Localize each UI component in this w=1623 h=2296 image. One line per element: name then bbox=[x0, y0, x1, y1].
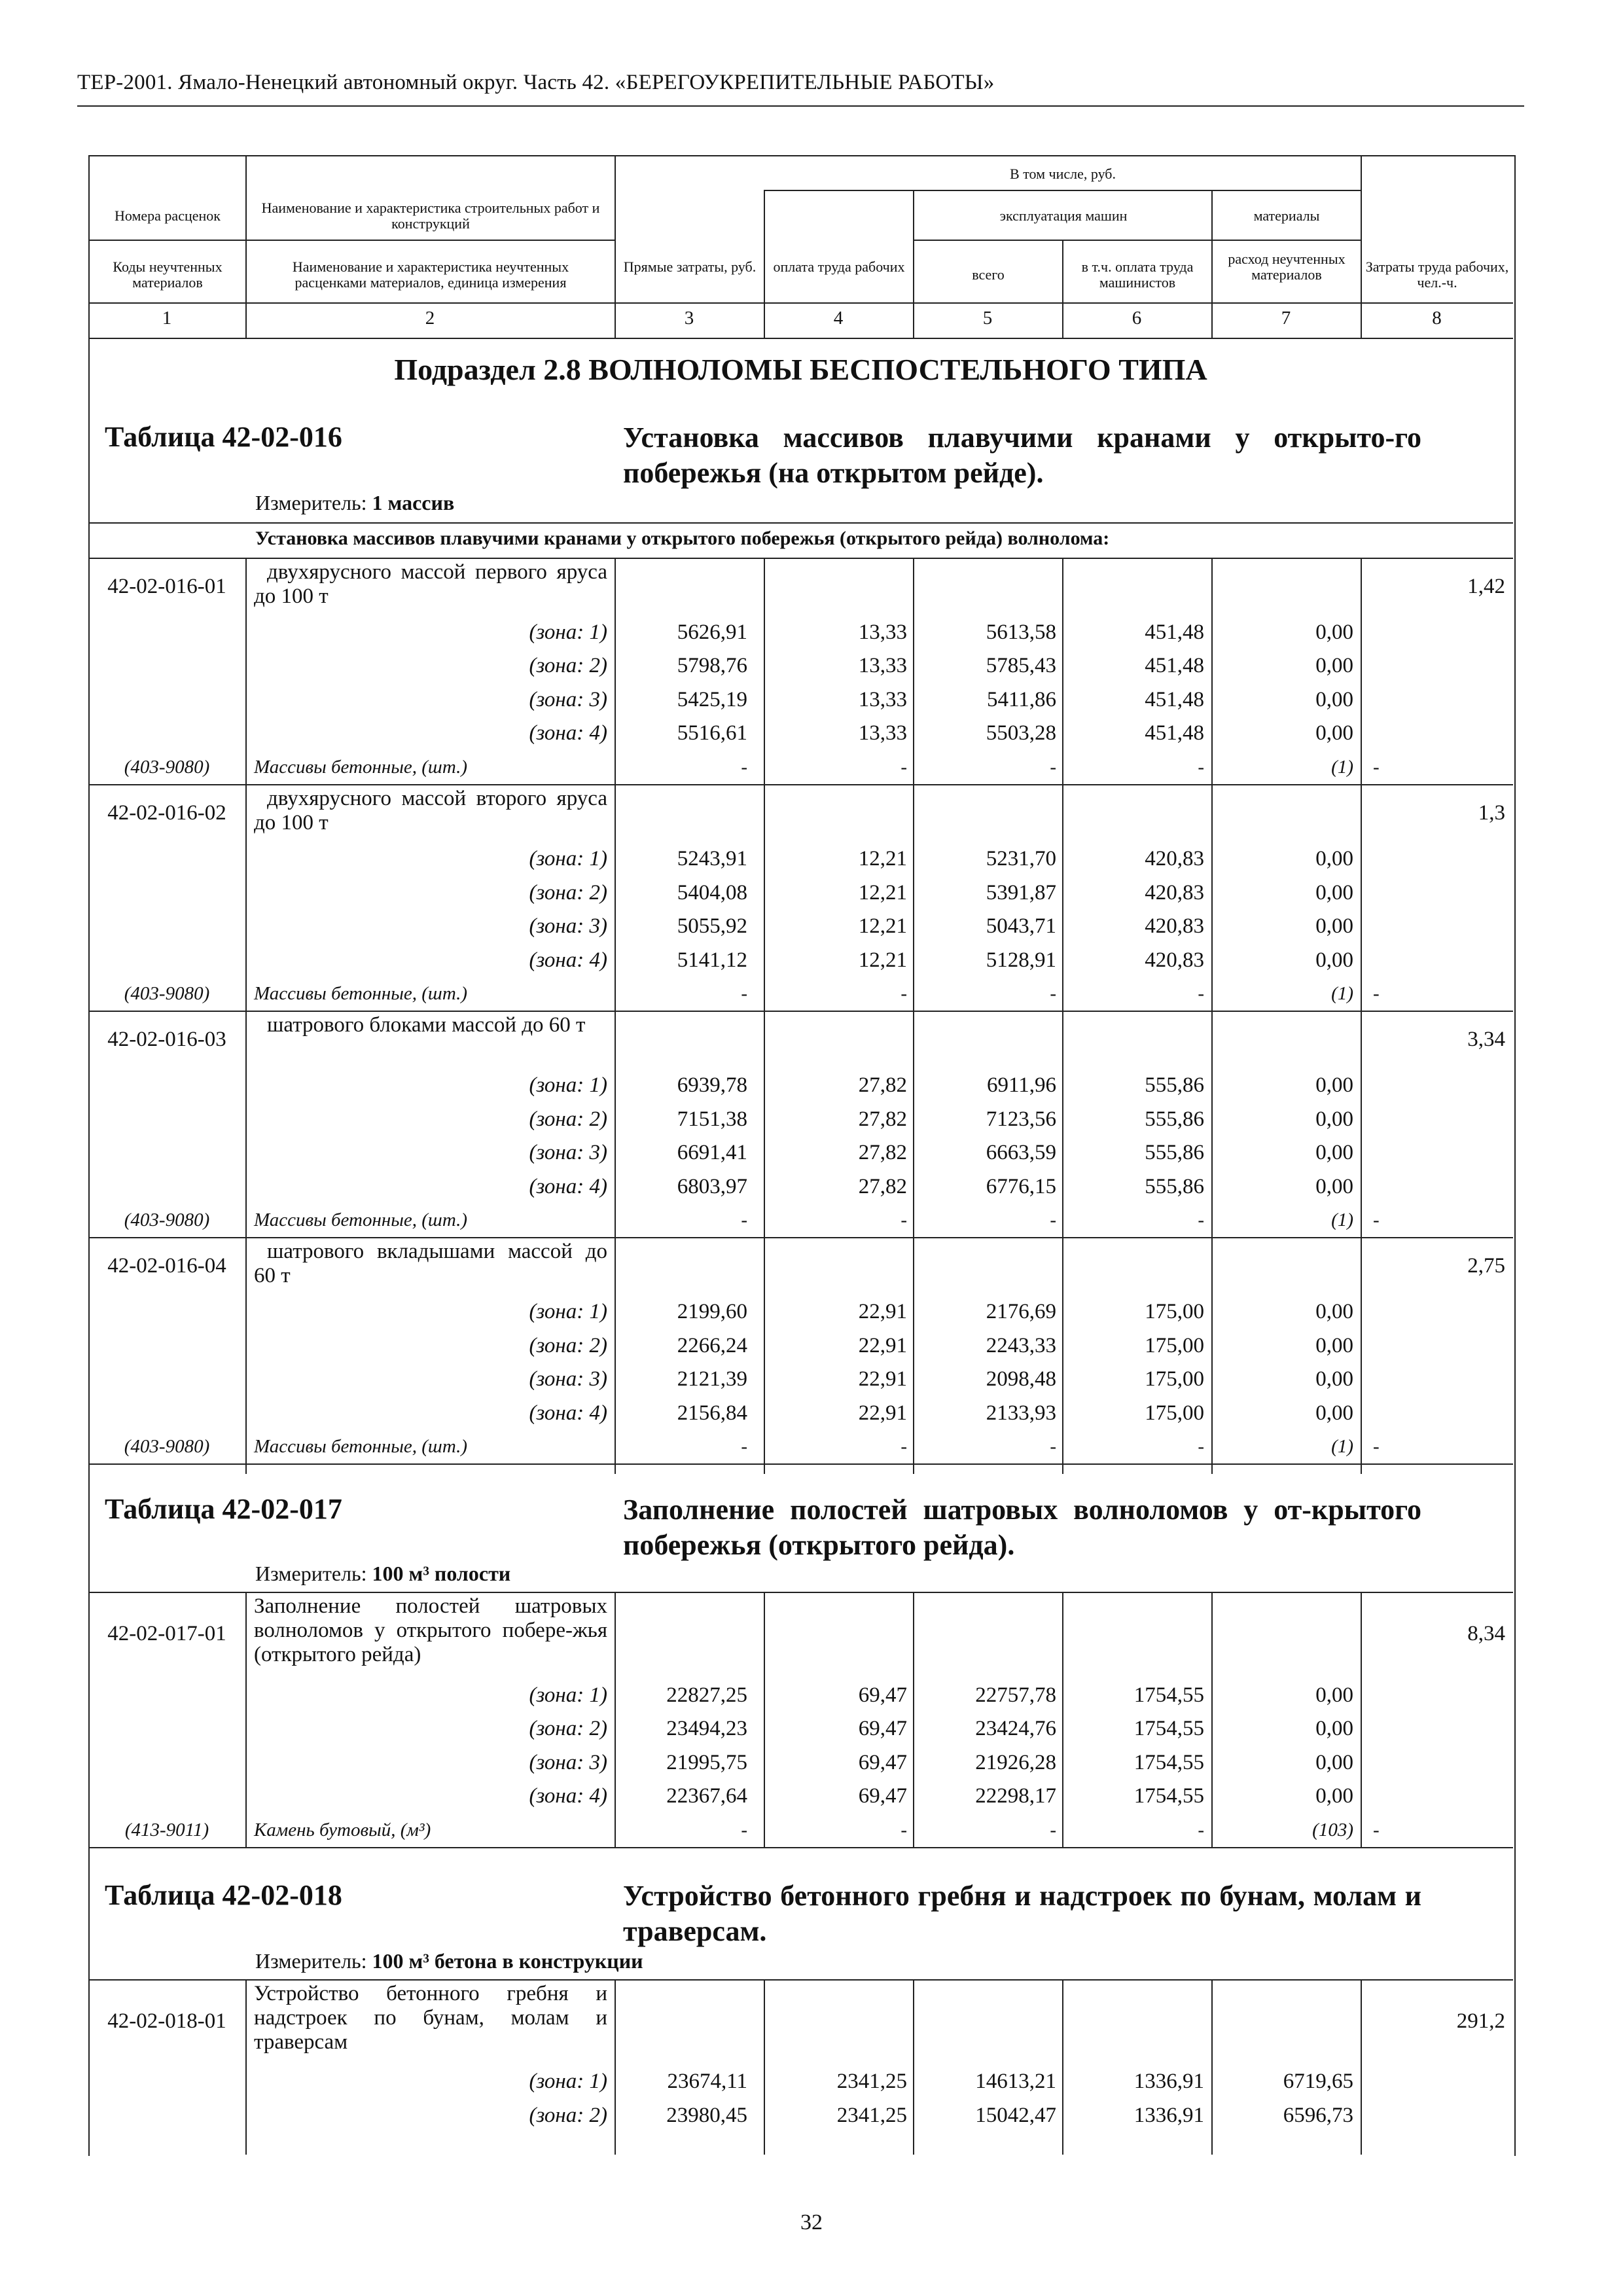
direct-cost: 5425,19 bbox=[677, 688, 747, 711]
empty-dash: - bbox=[901, 1820, 907, 1840]
col8-header: Затраты труда рабочих, чел.-ч. bbox=[1365, 259, 1509, 291]
col-divider-body bbox=[245, 1592, 247, 1847]
materials-cost: 0,00 bbox=[1315, 948, 1353, 972]
col-number: 3 bbox=[684, 308, 694, 329]
col-divider-body bbox=[1211, 1979, 1213, 2155]
labor-cost: 8,34 bbox=[1467, 1622, 1505, 1645]
direct-cost: 2156,84 bbox=[677, 1401, 747, 1425]
row-rule bbox=[88, 558, 1513, 559]
operators-wages: 175,00 bbox=[1145, 1367, 1204, 1391]
row-rule bbox=[88, 1847, 1513, 1848]
machines-total: 5391,87 bbox=[986, 881, 1056, 905]
col-number: 2 bbox=[425, 308, 435, 329]
materials-cost: 0,00 bbox=[1315, 620, 1353, 644]
rate-code: 42-02-016-04 bbox=[107, 1254, 226, 1278]
row-rule bbox=[88, 1011, 1513, 1012]
measure-label: Измеритель: bbox=[255, 1949, 367, 1973]
direct-cost: 6803,97 bbox=[677, 1175, 747, 1198]
operators-wages: 555,86 bbox=[1145, 1107, 1204, 1131]
material-code: (403-9080) bbox=[124, 1210, 210, 1230]
operators-wages: 1336,91 bbox=[1133, 2070, 1204, 2093]
wages: 2341,25 bbox=[836, 2070, 907, 2093]
col-divider-body bbox=[764, 1979, 765, 2155]
measure-label: Измеритель: bbox=[255, 491, 367, 514]
wages: 12,21 bbox=[858, 881, 907, 905]
wages: 27,82 bbox=[858, 1175, 907, 1198]
machines-total: 2243,33 bbox=[986, 1334, 1056, 1357]
empty-dash: - bbox=[901, 1210, 907, 1230]
zone-label: (зона: 3) bbox=[529, 688, 607, 711]
zone-label: (зона: 2) bbox=[529, 654, 607, 677]
zone-label: (зона: 2) bbox=[529, 1717, 607, 1740]
wages: 27,82 bbox=[858, 1073, 907, 1097]
table-title: Установка массивов плавучими кранами у открыто-го побережья (на открытом рейде). bbox=[623, 422, 1421, 489]
zone-label: (зона: 4) bbox=[529, 1175, 607, 1198]
operators-wages: 175,00 bbox=[1145, 1334, 1204, 1357]
machines-total: 5231,70 bbox=[986, 847, 1056, 870]
operators-wages: 451,48 bbox=[1145, 688, 1204, 711]
zone-label: (зона: 1) bbox=[529, 847, 607, 870]
direct-cost: 23980,45 bbox=[666, 2104, 747, 2127]
table-title: Устройство бетонного гребня и надстроек по бунам, молам и траверсам. bbox=[623, 1880, 1421, 1947]
zone-label: (зона: 4) bbox=[529, 721, 607, 745]
materials-cost: 0,00 bbox=[1315, 1717, 1353, 1740]
table-measure bbox=[255, 1562, 510, 1586]
direct-cost: 2199,60 bbox=[677, 1300, 747, 1323]
empty-dash: - bbox=[1198, 983, 1204, 1004]
material-code: (403-9080) bbox=[124, 757, 210, 778]
machines-total: 7123,56 bbox=[986, 1107, 1056, 1131]
material-quantity: (1) bbox=[1331, 983, 1353, 1004]
direct-cost: 23674,11 bbox=[667, 2070, 747, 2093]
row-rule bbox=[88, 1237, 1513, 1238]
wages: 13,33 bbox=[858, 688, 907, 711]
operators-wages: 420,83 bbox=[1145, 847, 1204, 870]
measure-label: Измеритель: bbox=[255, 1562, 367, 1585]
machines-total: 5043,71 bbox=[986, 914, 1056, 938]
operators-wages: 175,00 bbox=[1145, 1401, 1204, 1425]
operators-wages: 451,48 bbox=[1145, 654, 1204, 677]
zone-label: (зона: 1) bbox=[529, 1300, 607, 1323]
material-name: Массивы бетонные, (шт.) bbox=[254, 1436, 468, 1457]
empty-dash: - bbox=[1373, 1820, 1380, 1840]
operators-wages: 555,86 bbox=[1145, 1073, 1204, 1097]
zone-label: (зона: 3) bbox=[529, 1367, 607, 1391]
table-number: Таблица 42-02-018 bbox=[105, 1879, 342, 1911]
materials-cost: 0,00 bbox=[1315, 847, 1353, 870]
direct-cost: 5516,61 bbox=[677, 721, 747, 745]
header-rule-subgroup bbox=[914, 240, 1361, 241]
labor-cost: 2,75 bbox=[1467, 1254, 1505, 1278]
empty-dash: - bbox=[741, 757, 747, 778]
material-name: Массивы бетонные, (шт.) bbox=[254, 757, 468, 778]
machines-total: 5128,91 bbox=[986, 948, 1056, 972]
materials-cost: 0,00 bbox=[1315, 1300, 1353, 1323]
material-name: Массивы бетонные, (шт.) bbox=[254, 1210, 468, 1230]
zone-label: (зона: 3) bbox=[529, 914, 607, 938]
rate-code: 42-02-016-02 bbox=[107, 801, 226, 825]
wages: 12,21 bbox=[858, 948, 907, 972]
empty-dash: - bbox=[1050, 757, 1056, 778]
material-name: Камень бутовый, (м³) bbox=[254, 1820, 431, 1840]
wages: 22,91 bbox=[858, 1401, 907, 1425]
direct-cost: 5141,12 bbox=[677, 948, 747, 972]
materials-cost: 0,00 bbox=[1315, 1367, 1353, 1391]
col5-header: всего bbox=[972, 266, 1005, 283]
measure-value: 100 м³ полости bbox=[372, 1562, 511, 1585]
empty-dash: - bbox=[741, 1436, 747, 1457]
machines-total: 5785,43 bbox=[986, 654, 1056, 677]
operators-wages: 1754,55 bbox=[1133, 1683, 1204, 1707]
material-code: (413-9011) bbox=[124, 1820, 209, 1840]
direct-cost: 5404,08 bbox=[677, 881, 747, 905]
material-code: (403-9080) bbox=[124, 983, 210, 1004]
empty-dash: - bbox=[1198, 757, 1204, 778]
zone-label: (зона: 2) bbox=[529, 2104, 607, 2127]
wages: 69,47 bbox=[858, 1751, 907, 1774]
wages: 27,82 bbox=[858, 1107, 907, 1131]
material-quantity: (1) bbox=[1331, 1210, 1353, 1230]
direct-cost: 23494,23 bbox=[666, 1717, 747, 1740]
machines-total: 22757,78 bbox=[975, 1683, 1056, 1707]
direct-cost: 5798,76 bbox=[677, 654, 747, 677]
operators-wages: 420,83 bbox=[1145, 948, 1204, 972]
machines-total: 15042,47 bbox=[975, 2104, 1056, 2127]
wages: 13,33 bbox=[858, 721, 907, 745]
materials-cost: 0,00 bbox=[1315, 654, 1353, 677]
measure-value: 1 массив bbox=[372, 491, 455, 514]
col-divider-body bbox=[245, 1979, 247, 2155]
materials-cost: 0,00 bbox=[1315, 1751, 1353, 1774]
direct-cost: 2266,24 bbox=[677, 1334, 747, 1357]
zone-label: (зона: 2) bbox=[529, 1107, 607, 1131]
materials-cost: 0,00 bbox=[1315, 914, 1353, 938]
rate-description: двухярусного массой первого яруса до 100 т bbox=[254, 560, 607, 608]
wages: 13,33 bbox=[858, 620, 907, 644]
wages: 12,21 bbox=[858, 914, 907, 938]
machines-total: 14613,21 bbox=[975, 2070, 1056, 2093]
materials-cost: 0,00 bbox=[1315, 1141, 1353, 1164]
operators-wages: 175,00 bbox=[1145, 1300, 1204, 1323]
page-header: ТЕР-2001. Ямало-Ненецкий автономный округ. Часть 42. «БЕРЕГОУКРЕПИТЕЛЬНЫЕ РАБОТЫ» bbox=[77, 71, 995, 94]
labor-cost: 3,34 bbox=[1467, 1028, 1505, 1051]
direct-cost: 21995,75 bbox=[666, 1751, 747, 1774]
zone-label: (зона: 4) bbox=[529, 1784, 607, 1808]
zone-label: (зона: 1) bbox=[529, 620, 607, 644]
measure-value: 100 м³ бетона в конструкции bbox=[372, 1949, 643, 1973]
empty-dash: - bbox=[1050, 1436, 1056, 1457]
operators-wages: 1754,55 bbox=[1133, 1751, 1204, 1774]
operators-wages: 1754,55 bbox=[1133, 1717, 1204, 1740]
rate-description: шатрового вкладышами массой до 60 т bbox=[254, 1240, 607, 1287]
materials-cost: 0,00 bbox=[1315, 721, 1353, 745]
operators-wages: 420,83 bbox=[1145, 914, 1204, 938]
group-header-machines: эксплуатация машин bbox=[999, 207, 1128, 224]
material-name: Массивы бетонные, (шт.) bbox=[254, 983, 468, 1004]
materials-cost: 6719,65 bbox=[1283, 2070, 1353, 2093]
zone-label: (зона: 2) bbox=[529, 1334, 607, 1357]
row-rule bbox=[88, 1463, 1513, 1465]
zone-label: (зона: 1) bbox=[529, 1073, 607, 1097]
machines-total: 6776,15 bbox=[986, 1175, 1056, 1198]
material-quantity: (1) bbox=[1331, 757, 1353, 778]
machines-total: 5503,28 bbox=[986, 721, 1056, 745]
col-divider-body bbox=[1361, 1592, 1362, 1847]
wages: 22,91 bbox=[858, 1334, 907, 1357]
col-divider-body bbox=[615, 1979, 616, 2155]
table-measure bbox=[255, 1949, 643, 1973]
operators-wages: 555,86 bbox=[1145, 1175, 1204, 1198]
direct-cost: 5243,91 bbox=[677, 847, 747, 870]
col-divider-body bbox=[1361, 1979, 1362, 2155]
row-rule bbox=[88, 1592, 1513, 1593]
direct-cost: 22827,25 bbox=[666, 1683, 747, 1707]
machines-total: 2133,93 bbox=[986, 1401, 1056, 1425]
direct-cost: 22367,64 bbox=[666, 1784, 747, 1808]
machines-total: 2098,48 bbox=[986, 1367, 1056, 1391]
direct-cost: 5626,91 bbox=[677, 620, 747, 644]
direct-cost: 6939,78 bbox=[677, 1073, 747, 1097]
page-number: 32 bbox=[800, 2210, 823, 2234]
empty-dash: - bbox=[901, 983, 907, 1004]
empty-dash: - bbox=[1050, 1210, 1056, 1230]
machines-total: 22298,17 bbox=[975, 1784, 1056, 1808]
direct-cost: 7151,38 bbox=[677, 1107, 747, 1131]
col-divider-body bbox=[913, 1979, 914, 2155]
empty-dash: - bbox=[741, 1210, 747, 1230]
rate-description: Заполнение полостей шатровых волноломов у открытого побере-жья (открытого рейда) bbox=[254, 1594, 607, 1666]
empty-dash: - bbox=[741, 983, 747, 1004]
wages: 22,91 bbox=[858, 1300, 907, 1323]
zone-label: (зона: 1) bbox=[529, 1683, 607, 1707]
rate-code: 42-02-016-01 bbox=[107, 575, 226, 598]
operators-wages: 451,48 bbox=[1145, 721, 1204, 745]
table-number: Таблица 42-02-017 bbox=[105, 1493, 342, 1525]
row-rule bbox=[88, 522, 1513, 524]
labor-cost: 291,2 bbox=[1456, 2009, 1505, 2033]
material-quantity: (103) bbox=[1312, 1820, 1353, 1840]
wages: 27,82 bbox=[858, 1141, 907, 1164]
direct-cost: 6691,41 bbox=[677, 1141, 747, 1164]
col7-header: расход неучтенных материалов bbox=[1228, 251, 1346, 283]
rate-description: Устройство бетонного гребня и надстроек по бунам, молам и траверсам bbox=[254, 1982, 607, 2054]
materials-cost: 0,00 bbox=[1315, 1683, 1353, 1707]
labor-cost: 1,3 bbox=[1478, 801, 1505, 825]
direct-cost: 2121,39 bbox=[677, 1367, 747, 1391]
machines-total: 2176,69 bbox=[986, 1300, 1056, 1323]
wages: 69,47 bbox=[858, 1717, 907, 1740]
direct-cost: 5055,92 bbox=[677, 914, 747, 938]
zone-label: (зона: 3) bbox=[529, 1141, 607, 1164]
header-rule-numbers bbox=[88, 338, 1513, 339]
machines-total: 23424,76 bbox=[975, 1717, 1056, 1740]
zone-label: (зона: 1) bbox=[529, 2070, 607, 2093]
row-rule bbox=[88, 1979, 1513, 1981]
rate-code: 42-02-016-03 bbox=[107, 1028, 226, 1051]
wages: 12,21 bbox=[858, 847, 907, 870]
material-code: (403-9080) bbox=[124, 1436, 210, 1457]
header-rule-group bbox=[764, 190, 1361, 191]
col-number: 7 bbox=[1281, 308, 1291, 329]
rate-description: двухярусного массой второго яруса до 100 т bbox=[254, 787, 607, 834]
group-header-materials: материалы bbox=[1253, 207, 1320, 224]
wages: 22,91 bbox=[858, 1367, 907, 1391]
wages: 69,47 bbox=[858, 1784, 907, 1808]
material-quantity: (1) bbox=[1331, 1436, 1353, 1457]
table-number: Таблица 42-02-016 bbox=[105, 421, 342, 453]
col-number: 1 bbox=[162, 308, 172, 329]
empty-dash: - bbox=[1050, 1820, 1056, 1840]
col-divider-body bbox=[245, 558, 247, 1474]
col1-header-top: Номера расценок bbox=[115, 207, 221, 224]
machines-total: 5411,86 bbox=[986, 688, 1056, 711]
header-rule-left bbox=[88, 240, 615, 241]
materials-cost: 0,00 bbox=[1315, 1107, 1353, 1131]
materials-cost: 0,00 bbox=[1315, 1073, 1353, 1097]
empty-dash: - bbox=[741, 1820, 747, 1840]
zone-label: (зона: 2) bbox=[529, 881, 607, 905]
subsection-title: Подраздел 2.8 ВОЛНОЛОМЫ БЕСПОСТЕЛЬНОГО ТИПА bbox=[394, 353, 1207, 386]
wages: 69,47 bbox=[858, 1683, 907, 1707]
col1-header-bottom: Коды неучтенных материалов bbox=[113, 259, 223, 291]
materials-cost: 0,00 bbox=[1315, 1784, 1353, 1808]
operators-wages: 555,86 bbox=[1145, 1141, 1204, 1164]
operators-wages: 1336,91 bbox=[1133, 2104, 1204, 2127]
machines-total: 6911,96 bbox=[986, 1073, 1056, 1097]
col-divider-body bbox=[1062, 1979, 1063, 2155]
col-number: 8 bbox=[1432, 308, 1442, 329]
col-number: 6 bbox=[1132, 308, 1142, 329]
col3-header: Прямые затраты, руб. bbox=[623, 259, 757, 275]
zone-label: (зона: 3) bbox=[529, 1751, 607, 1774]
table-caption: Установка массивов плавучими кранами у открытого побережья (открытого рейда) волнолома: bbox=[255, 528, 1110, 549]
rate-code: 42-02-017-01 bbox=[107, 1622, 226, 1645]
machines-total: 21926,28 bbox=[975, 1751, 1056, 1774]
materials-cost: 0,00 bbox=[1315, 1334, 1353, 1357]
col2-header-top: Наименование и характеристика строительных работ и конструкций bbox=[261, 200, 600, 232]
operators-wages: 1754,55 bbox=[1133, 1784, 1204, 1808]
materials-cost: 0,00 bbox=[1315, 688, 1353, 711]
empty-dash: - bbox=[1373, 757, 1380, 778]
zone-label: (зона: 4) bbox=[529, 948, 607, 972]
rate-description: шатрового блоками массой до 60 т bbox=[267, 1013, 586, 1037]
empty-dash: - bbox=[1373, 1436, 1380, 1457]
machines-total: 6663,59 bbox=[986, 1141, 1056, 1164]
materials-cost: 0,00 bbox=[1315, 881, 1353, 905]
col-number: 5 bbox=[982, 308, 993, 329]
table-measure bbox=[255, 491, 454, 515]
col2-header-bottom: Наименование и характеристика неучтенных расценками материалов, единица измерения bbox=[292, 259, 569, 291]
wages: 2341,25 bbox=[836, 2104, 907, 2127]
rate-code: 42-02-018-01 bbox=[107, 2009, 226, 2033]
zone-label: (зона: 4) bbox=[529, 1401, 607, 1425]
empty-dash: - bbox=[1050, 983, 1056, 1004]
empty-dash: - bbox=[1198, 1210, 1204, 1230]
operators-wages: 420,83 bbox=[1145, 881, 1204, 905]
group-header-incl: В том числе, руб. bbox=[1010, 166, 1116, 182]
empty-dash: - bbox=[1198, 1436, 1204, 1457]
col4-header: оплата труда рабочих bbox=[773, 259, 905, 275]
empty-dash: - bbox=[901, 1436, 907, 1457]
table-title: Заполнение полостей шатровых волноломов у от-крытого побережья (открытого рейда). bbox=[623, 1494, 1421, 1561]
col-number: 4 bbox=[833, 308, 844, 329]
row-rule bbox=[88, 784, 1513, 785]
machines-total: 5613,58 bbox=[986, 620, 1056, 644]
labor-cost: 1,42 bbox=[1467, 575, 1505, 598]
materials-cost: 6596,73 bbox=[1283, 2104, 1353, 2127]
header-rule bbox=[77, 105, 1524, 107]
materials-cost: 0,00 bbox=[1315, 1401, 1353, 1425]
col6-header: в т.ч. оплата труда машинистов bbox=[1081, 259, 1194, 291]
empty-dash: - bbox=[1373, 983, 1380, 1004]
empty-dash: - bbox=[1198, 1820, 1204, 1840]
empty-dash: - bbox=[901, 757, 907, 778]
col-divider-body bbox=[1361, 558, 1362, 1474]
empty-dash: - bbox=[1373, 1210, 1380, 1230]
wages: 13,33 bbox=[858, 654, 907, 677]
operators-wages: 451,48 bbox=[1145, 620, 1204, 644]
header-rule-bottom bbox=[88, 302, 1513, 304]
materials-cost: 0,00 bbox=[1315, 1175, 1353, 1198]
